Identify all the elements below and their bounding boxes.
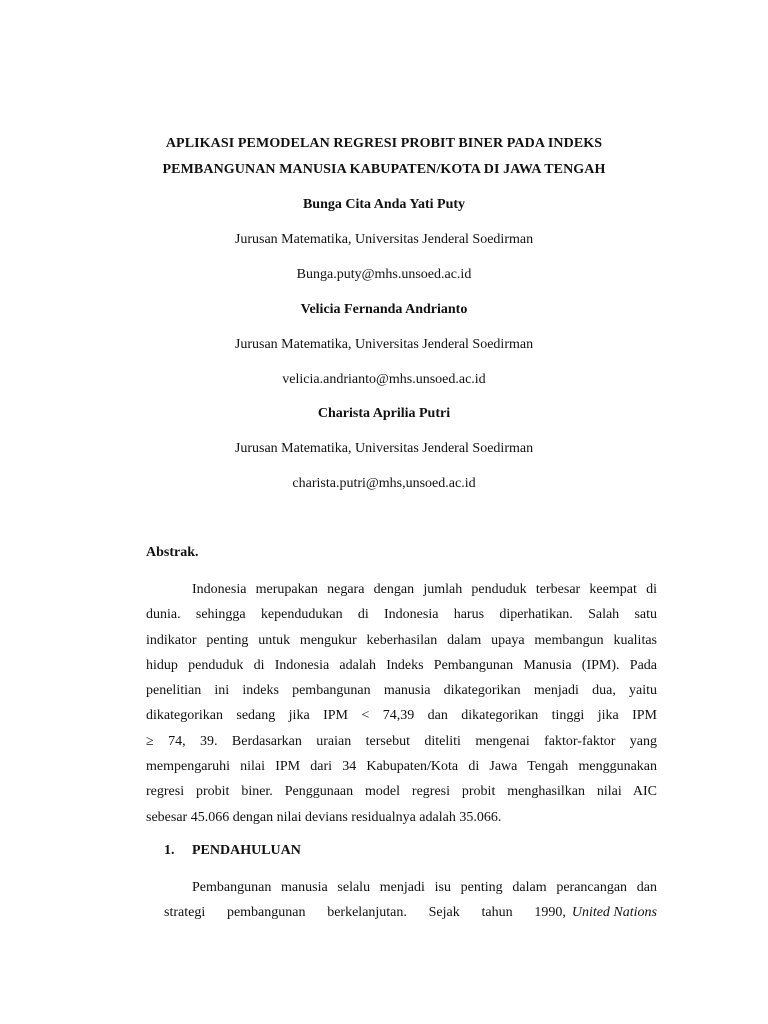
- author-1-email: Bunga.puty@mhs.unsoed.ac.id: [296, 267, 472, 282]
- abstract-line: penelitian ini indeks pembangunan manusia dikategorikan menjadi dua, yaitu: [146, 683, 657, 699]
- section-line: Pembangunan manusia selalu menjadi isu penting dalam perancangan dan: [192, 880, 657, 895]
- author-2-name: Velicia Fernanda Andrianto: [300, 302, 468, 317]
- section-number: 1.: [164, 843, 175, 858]
- title-line-1: APLIKASI PEMODELAN REGRESI PROBIT BINER PADA INDEKS: [165, 136, 603, 151]
- abstract-line: Indonesia merupakan negara dengan jumlah penduduk terbesar keempat di: [192, 582, 657, 597]
- author-3-email: charista.putri@mhs,unsoed.ac.id: [292, 476, 476, 491]
- author-2-email: velicia.andrianto@mhs.unsoed.ac.id: [282, 372, 486, 387]
- section-line-2-italic: United Nations: [571, 905, 657, 920]
- abstract-line: ≥ 74, 39. Berdasarkan uraian tersebut diteliti mengenai faktor-faktor yang: [146, 733, 657, 749]
- abstract-line: mempengaruhi nilai IPM dari 34 Kabupaten/Kota di Jawa Tengah menggunakan: [146, 759, 657, 775]
- abstract-line: dunia. sehingga kependudukan di Indonesia harus diperhatikan. Salah satu: [146, 607, 657, 623]
- section-heading: PENDAHULUAN: [192, 843, 301, 858]
- title-line-2: PEMBANGUNAN MANUSIA KABUPATEN/KOTA DI JAWA TENGAH: [162, 162, 606, 177]
- abstract-heading: Abstrak.: [146, 545, 199, 560]
- abstract-line: hidup penduduk di Indonesia adalah Indeks Pembangunan Manusia (IPM). Pada: [146, 657, 657, 673]
- author-1-name: Bunga Cita Anda Yati Puty: [302, 197, 466, 212]
- section-line-2-text: strategi pembangunan berkelanjutan. Sejak tahun 1990,: [164, 905, 566, 920]
- abstract-line: indikator penting untuk mengukur keberhasilan dalam upaya membangun kualitas: [146, 632, 657, 648]
- abstract-line: regresi probit biner. Penggunaan model regresi probit menghasilkan nilai AIC: [146, 784, 657, 800]
- section-line-2: [164, 900, 657, 925]
- author-1-affiliation: Jurusan Matematika, Universitas Jenderal Soedirman: [234, 232, 534, 247]
- abstract-line: sebesar 45.066 dengan nilai devians residualnya adalah 35.066.: [146, 809, 502, 825]
- author-3-name: Charista Aprilia Putri: [317, 406, 451, 421]
- abstract-line: dikategorikan sedang jika IPM < 74,39 dan dikategorikan tinggi jika IPM: [146, 708, 657, 724]
- author-3-affiliation: Jurusan Matematika, Universitas Jenderal Soedirman: [234, 441, 534, 456]
- section-1-body: [164, 875, 657, 925]
- abstract-body: [146, 577, 657, 830]
- author-2-affiliation: Jurusan Matematika, Universitas Jenderal Soedirman: [234, 337, 534, 352]
